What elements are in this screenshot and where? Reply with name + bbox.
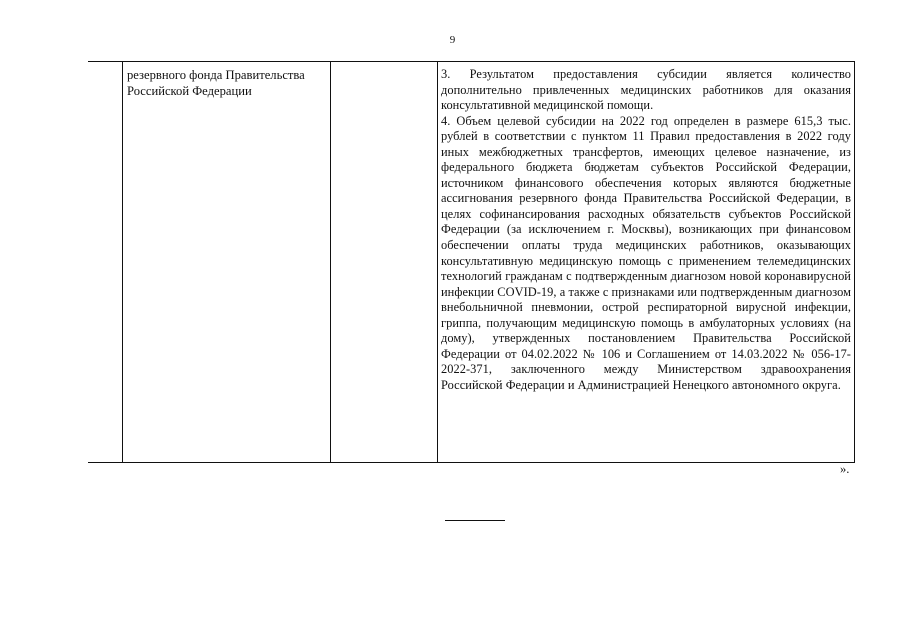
table-column-divider	[437, 62, 438, 462]
footer-divider	[445, 520, 505, 521]
table-column-divider	[122, 62, 123, 462]
page-number: 9	[449, 34, 456, 46]
document-table	[88, 61, 855, 463]
table-cell-description	[441, 67, 851, 393]
paragraph-subsidy-volume: 4. Объем целевой субсидии на 2022 год определен в размере 615,3 тыс. рублей в соответствии с пунктом 11 Правил предоставления в 2022 году иных межбюджетных трансфертов, имеющих целевое назначение, из федерального бюджета бюджетам субъектов Российской Федерации, источником финансового обеспечения которых являются бюджетные ассигнования резервного фонда Правительства Российской Федерации, в целях софинансирования расходных обязательств субъектов Российской Федерации (за исключением г. Москвы), возникающих при финансовом обеспечении оплаты труда медицинских работников, оказывающих консультативную медицинскую помощь с применением телемедицинских технологий гражданам с подтвержденным диагнозом новой коронавирусной инфекции COVID-19, а также с признаками или подтвержденным диагнозом внебольничной пневмонии, острой респираторной вирусной инфекции, гриппа, получающим медицинскую помощь в амбулаторных условиях (на дому), утвержденных постановлением Правительства Российской Федерации от 04.02.2022 № 106 и Соглашением от 14.03.2022 № 056-17-2022-371, заключенного между Министерством здравоохранения Российской Федерации и Администрацией Ненецкого автономного округа.	[441, 113, 851, 392]
table-column-divider	[854, 62, 855, 462]
table-column-divider	[330, 62, 331, 462]
paragraph-subsidy-result: 3. Результатом предоставления субсидии является количество дополнительно привлеченных медицинских работников для оказания консультативной медицинской помощи.	[441, 67, 851, 113]
closing-quote-mark: ».	[840, 462, 850, 476]
table-cell-funding-source: резервного фонда Правительства Российской Федерации	[127, 68, 305, 98]
